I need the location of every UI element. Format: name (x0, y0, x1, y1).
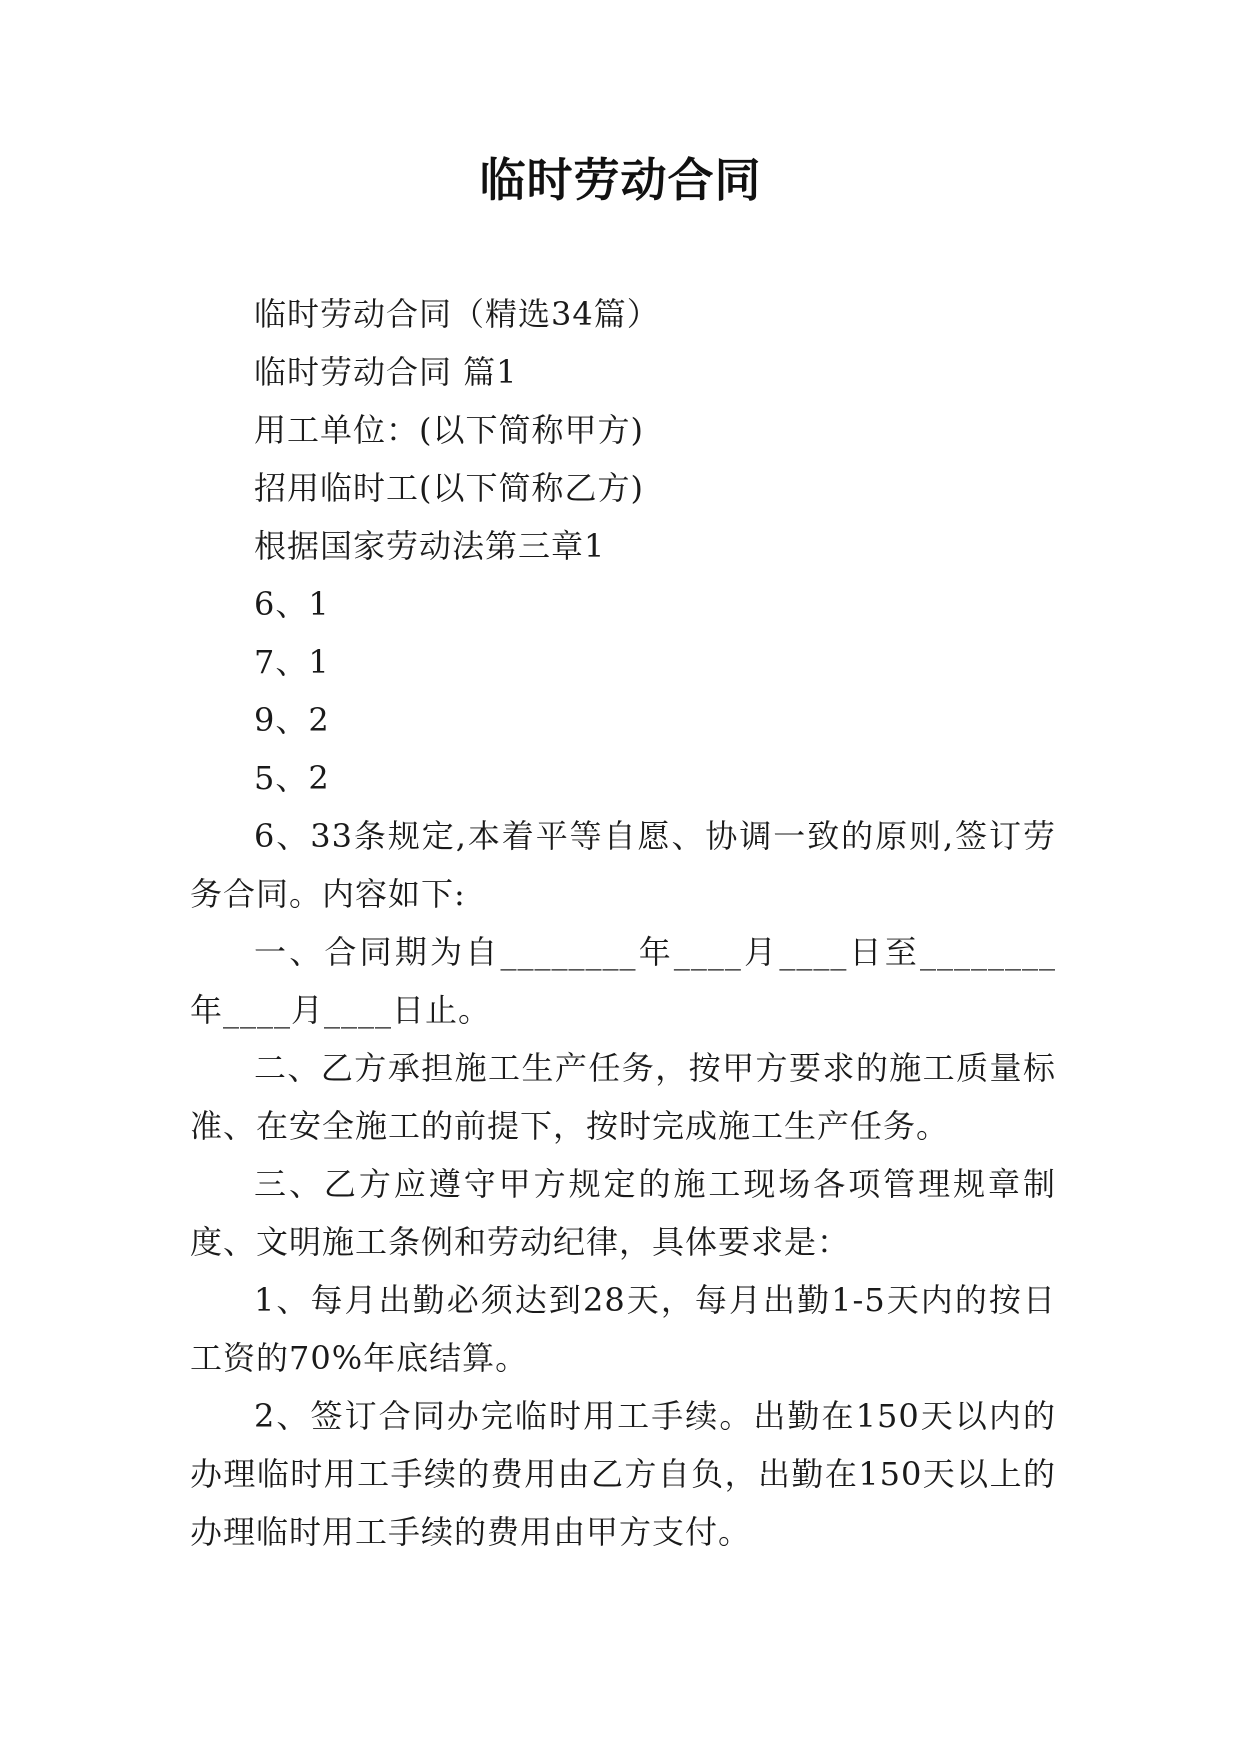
paragraph-clause-ref: 7、1 (254, 643, 330, 681)
paragraph-legal-basis: 根据国家劳动法第三章1 (254, 527, 606, 565)
paragraph-clause-ref: 5、2 (254, 759, 330, 797)
paragraph-section-heading: 临时劳动合同 篇1 (254, 353, 518, 391)
paragraph-preamble: 6、33条规定,本着平等自愿、协调一致的原则,签订劳务合同。内容如下: (190, 817, 1056, 913)
paragraph-subtitle: 临时劳动合同（精选34篇） (254, 295, 660, 333)
paragraph-term: 一、合同期为自________年____月____日至________年____月____日止。 (190, 933, 1056, 1029)
paragraph-employer: 用工单位：(以下简称甲方) (254, 411, 644, 449)
paragraph-clause-ref: 9、2 (254, 701, 330, 739)
document-body (190, 285, 1056, 1561)
document-title: 临时劳动合同 (479, 153, 762, 207)
paragraph-procedures: 2、签订合同办完临时用工手续。出勤在150天以内的办理临时用工手续的费用由乙方自负，出勤在150天以上的办理临时用工手续的费用由甲方支付。 (190, 1397, 1056, 1551)
paragraph-rules: 三、乙方应遵守甲方规定的施工现场各项管理规章制度、文明施工条例和劳动纪律，具体要求是： (190, 1165, 1056, 1261)
paragraph-clause-ref: 6、1 (254, 585, 330, 623)
paragraph-attendance: 1、每月出勤必须达到28天，每月出勤1-5天内的按日工资的70%年底结算。 (190, 1281, 1056, 1377)
paragraph-task: 二、乙方承担施工生产任务，按甲方要求的施工质量标准、在安全施工的前提下，按时完成施工生产任务。 (190, 1049, 1056, 1145)
paragraph-employee: 招用临时工(以下简称乙方) (254, 469, 644, 507)
